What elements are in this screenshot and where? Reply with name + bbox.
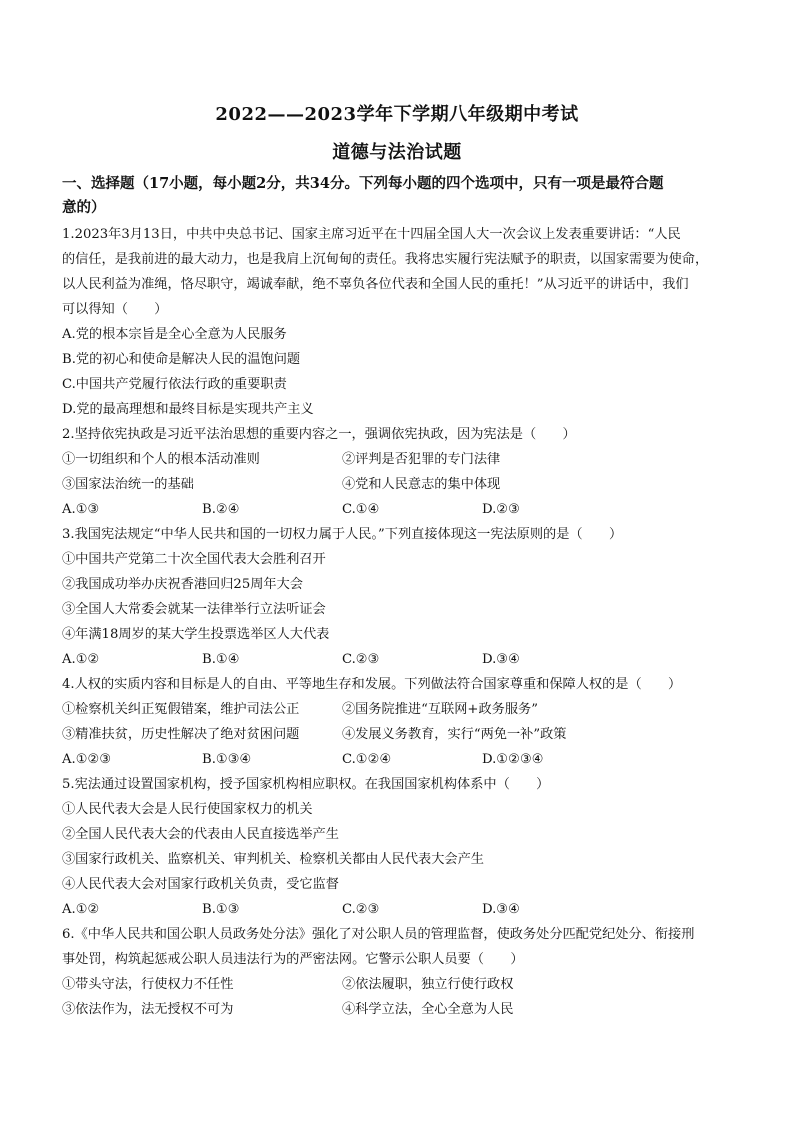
option-d: D.②③ <box>482 502 520 517</box>
option-a: A.①③ <box>62 502 100 517</box>
item-4: ④科学立法，全心全意为人民 <box>342 1002 514 1017</box>
section-heading-line: 意的） <box>62 199 106 216</box>
option-b: B.①③ <box>202 902 240 917</box>
question-stem: 5.宪法通过设置国家机构，授予国家机构相应职权。在我国国家机构体系中（ ） <box>62 777 550 792</box>
question-4 <box>62 672 734 772</box>
section-heading <box>62 172 734 220</box>
questions <box>62 222 734 1022</box>
option-c: C.①②④ <box>342 752 392 767</box>
exam-title: 2022——2023学年下学期八年级期中考试 <box>215 104 579 125</box>
question-2 <box>62 422 734 522</box>
question-6 <box>62 922 734 1022</box>
option-d: D.③④ <box>482 902 520 917</box>
option-c: C.①④ <box>342 502 380 517</box>
question-stem-line: 以人民利益为准绳，恪尽职守，竭诚奉献，绝不辜负各位代表和全国人民的重托！”从习近平的讲话中，我们 <box>62 277 689 292</box>
answer-row <box>62 897 734 922</box>
item-1: ①中国共产党第二十次全国代表大会胜利召开 <box>62 552 326 567</box>
item-4: ④年满18周岁的某大学生投票选举区人大代表 <box>62 627 330 642</box>
option-a: A.①② <box>62 902 100 917</box>
item-1: ①一切组织和个人的根本活动准则 <box>62 452 260 467</box>
item-row <box>62 472 734 497</box>
question-stem-line: 6.《中华人民共和国公职人员政务处分法》强化了对公职人员的管理监督，使政务处分匹配党纪处分、衔接刑 <box>62 927 695 942</box>
item-2: ②全国人民代表大会的代表由人民直接选举产生 <box>62 827 339 842</box>
item-row <box>62 697 734 722</box>
item-row <box>62 722 734 747</box>
item-3: ③国家法治统一的基础 <box>62 477 194 492</box>
section-heading-line: 一、选择题（17小题，每小题2分，共34分。下列每小题的四个选项中，只有一项是最符合题 <box>62 175 664 192</box>
option-b: B.①④ <box>202 652 240 667</box>
item-4: ④党和人民意志的集中体现 <box>342 477 501 492</box>
question-stem-line: 1.2023年3月13日，中共中央总书记、国家主席习近平在十四届全国人大一次会议上发表重要讲话：“人民 <box>62 227 681 242</box>
subject-title: 道德与法治试题 <box>332 142 462 163</box>
question-stem: 3.我国宪法规定“中华人民共和国的一切权力属于人民。”下列直接体现这一宪法原则的是（ ） <box>62 527 623 542</box>
item-3: ③依法作为，法无授权不可为 <box>62 1002 234 1017</box>
item-4: ④发展义务教育，实行“两免一补”政策 <box>342 727 567 742</box>
option-a: A.党的根本宗旨是全心全意为人民服务 <box>62 327 287 342</box>
option-d: D.①②③④ <box>482 752 544 767</box>
option-c: C.②③ <box>342 652 380 667</box>
item-1: ①带头守法，行使权力不任性 <box>62 977 234 992</box>
option-a: A.①②③ <box>62 752 112 767</box>
option-d: D.③④ <box>482 652 520 667</box>
question-stem-line: 的信任，是我前进的最大动力，也是我肩上沉甸甸的责任。我将忠实履行宪法赋予的职责，以国家需要为使命， <box>62 252 709 267</box>
answer-row <box>62 647 734 672</box>
option-c: C.②③ <box>342 902 380 917</box>
option-a: A.①② <box>62 652 100 667</box>
question-stem-line: 可以得知（ ） <box>62 302 168 317</box>
question-stem: 2.坚持依宪执政是习近平法治思想的重要内容之一，强调依宪执政，因为宪法是（ ） <box>62 427 576 442</box>
item-3: ③国家行政机关、监察机关、审判机关、检察机关都由人民代表大会产生 <box>62 852 484 867</box>
item-2: ②我国成功举办庆祝香港回归25周年大会 <box>62 577 303 592</box>
option-b: B.①③④ <box>202 752 252 767</box>
question-5 <box>62 772 734 922</box>
item-2: ②国务院推进“互联网+政务服务” <box>342 702 538 717</box>
answer-row <box>62 497 734 522</box>
item-row <box>62 972 734 997</box>
item-1: ①检察机关纠正冤假错案，维护司法公正 <box>62 702 300 717</box>
question-1 <box>62 222 734 422</box>
option-b: B.党的初心和使命是解决人民的温饱问题 <box>62 352 301 367</box>
answer-row <box>62 747 734 772</box>
item-row <box>62 997 734 1022</box>
item-4: ④人民代表大会对国家行政机关负责，受它监督 <box>62 877 339 892</box>
item-2: ②评判是否犯罪的专门法律 <box>342 452 501 467</box>
item-3: ③精准扶贫，历史性解决了绝对贫困问题 <box>62 727 300 742</box>
question-stem-line: 事处罚，构筑起惩戒公职人员违法行为的严密法网。它警示公职人员要（ ） <box>62 952 524 967</box>
item-3: ③全国人大常委会就某一法律举行立法听证会 <box>62 602 326 617</box>
item-2: ②依法履职，独立行使行政权 <box>342 977 514 992</box>
option-c: C.中国共产党履行依法行政的重要职责 <box>62 377 287 392</box>
question-3 <box>62 522 734 672</box>
item-1: ①人民代表大会是人民行使国家权力的机关 <box>62 802 313 817</box>
question-stem: 4.人权的实质内容和目标是人的自由、平等地生存和发展。下列做法符合国家尊重和保障人权的是（ ） <box>62 677 682 692</box>
item-row <box>62 447 734 472</box>
option-d: D.党的最高理想和最终目标是实现共产主义 <box>62 402 314 417</box>
option-b: B.②④ <box>202 502 240 517</box>
